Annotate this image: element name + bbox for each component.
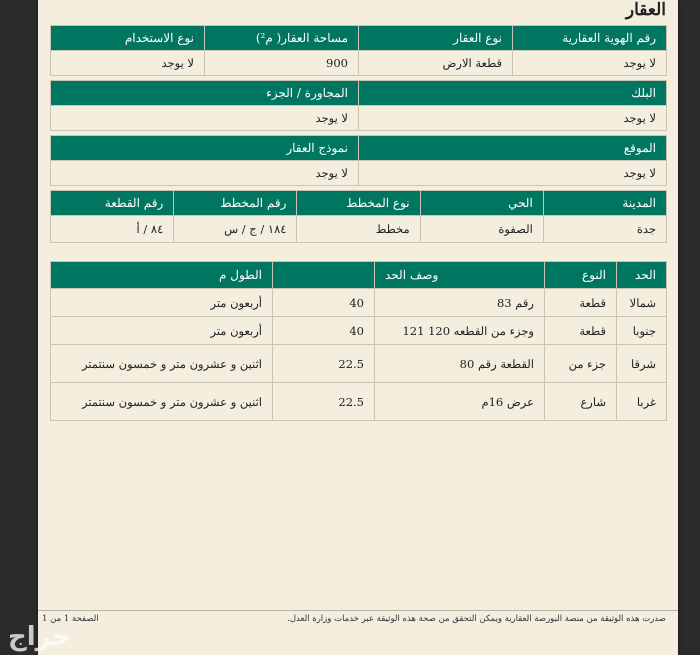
cell-boundary: غربا — [617, 383, 667, 421]
cell-length-words: أربعون متر — [51, 317, 273, 345]
header-location: الموقع — [359, 136, 667, 161]
cell-plan-type: مخطط — [297, 216, 420, 243]
cell-city: جدة — [543, 216, 666, 243]
city-plan-table — [50, 190, 667, 243]
cell-description: رقم 83 — [375, 289, 545, 317]
boundaries-table — [50, 261, 667, 421]
header-neighborhood-part: المجاورة / الجزء — [51, 81, 359, 106]
header-plan-type: نوع المخطط — [297, 191, 420, 216]
cell-plan-number: ١٨٤ / ج / س — [174, 216, 297, 243]
cell-length-words: أربعون متر — [51, 289, 273, 317]
cell-plot-number: ٨٤ / أ — [51, 216, 174, 243]
cell-description: وجزء من القطعه 120 121 — [375, 317, 545, 345]
table-row — [51, 106, 667, 131]
table-row — [51, 51, 667, 76]
header-length: الطول م — [51, 262, 273, 289]
table-header-row — [51, 81, 667, 106]
section-title: العقار — [625, 0, 666, 20]
cell-length-number: 22.5 — [273, 383, 375, 421]
cell-length-words: اثنين و عشرون متر و خمسون سنتمتر — [51, 345, 273, 383]
cell-type: جزء من — [545, 345, 617, 383]
table-row — [51, 161, 667, 186]
block-table — [50, 80, 667, 131]
cell-type: شارع — [545, 383, 617, 421]
header-property-model: نموذج العقار — [51, 136, 359, 161]
location-table — [50, 135, 667, 186]
cell-length-words: اثنين و عشرون متر و خمسون سنتمتر — [51, 383, 273, 421]
table-row — [51, 383, 667, 421]
table-row — [51, 345, 667, 383]
table-header-row — [51, 191, 667, 216]
page-number: الصفحة 1 من 1 — [42, 614, 99, 624]
header-district: الحي — [420, 191, 543, 216]
document-page — [38, 0, 678, 655]
header-type: النوع — [545, 262, 617, 289]
cell-length-number: 22.5 — [273, 345, 375, 383]
header-plot-number: رقم القطعة — [51, 191, 174, 216]
cell-property-area: 900 — [205, 51, 359, 76]
header-block: البلك — [359, 81, 667, 106]
cell-property-id: لا يوجد — [513, 51, 667, 76]
cell-description: عرض 16م — [375, 383, 545, 421]
cell-type: قطعة — [545, 317, 617, 345]
cell-boundary: شمالا — [617, 289, 667, 317]
header-property-id: رقم الهوية العقارية — [513, 26, 667, 51]
cell-property-type: قطعة الارض — [359, 51, 513, 76]
cell-length-number: 40 — [273, 317, 375, 345]
footer-note: صدرت هذه الوثيقة من منصة البورصة العقارية ويمكن التحقق من صحة هذه الوثيقة عبر خدمات وزارة العدل. — [287, 614, 666, 624]
watermark-logo: حراج — [8, 622, 71, 652]
cell-length-number: 40 — [273, 289, 375, 317]
cell-district: الصفوة — [420, 216, 543, 243]
cell-boundary: شرقا — [617, 345, 667, 383]
table-header-row — [51, 136, 667, 161]
header-boundary-description: وصف الحد — [375, 262, 545, 289]
header-plan-number: رقم المخطط — [174, 191, 297, 216]
cell-description: القطعة رقم 80 — [375, 345, 545, 383]
cell-boundary: جنوبا — [617, 317, 667, 345]
header-boundary: الحد — [617, 262, 667, 289]
header-property-type: نوع العقار — [359, 26, 513, 51]
header-city: المدينة — [543, 191, 666, 216]
cell-location: لا يوجد — [359, 161, 667, 186]
cell-block: لا يوجد — [359, 106, 667, 131]
table-row — [51, 216, 667, 243]
header-usage-type: نوع الاستخدام — [51, 26, 205, 51]
table-row — [51, 317, 667, 345]
cell-usage-type: لا يوجد — [51, 51, 205, 76]
table-header-row — [51, 26, 667, 51]
cell-type: قطعة — [545, 289, 617, 317]
header-property-area: مساحة العقار( م²) — [205, 26, 359, 51]
cell-property-model: لا يوجد — [51, 161, 359, 186]
footer-divider — [38, 610, 678, 611]
table-row — [51, 289, 667, 317]
table-header-row — [51, 262, 667, 289]
property-info-table — [50, 25, 667, 76]
cell-neighborhood-part: لا يوجد — [51, 106, 359, 131]
header-blank — [273, 262, 375, 289]
